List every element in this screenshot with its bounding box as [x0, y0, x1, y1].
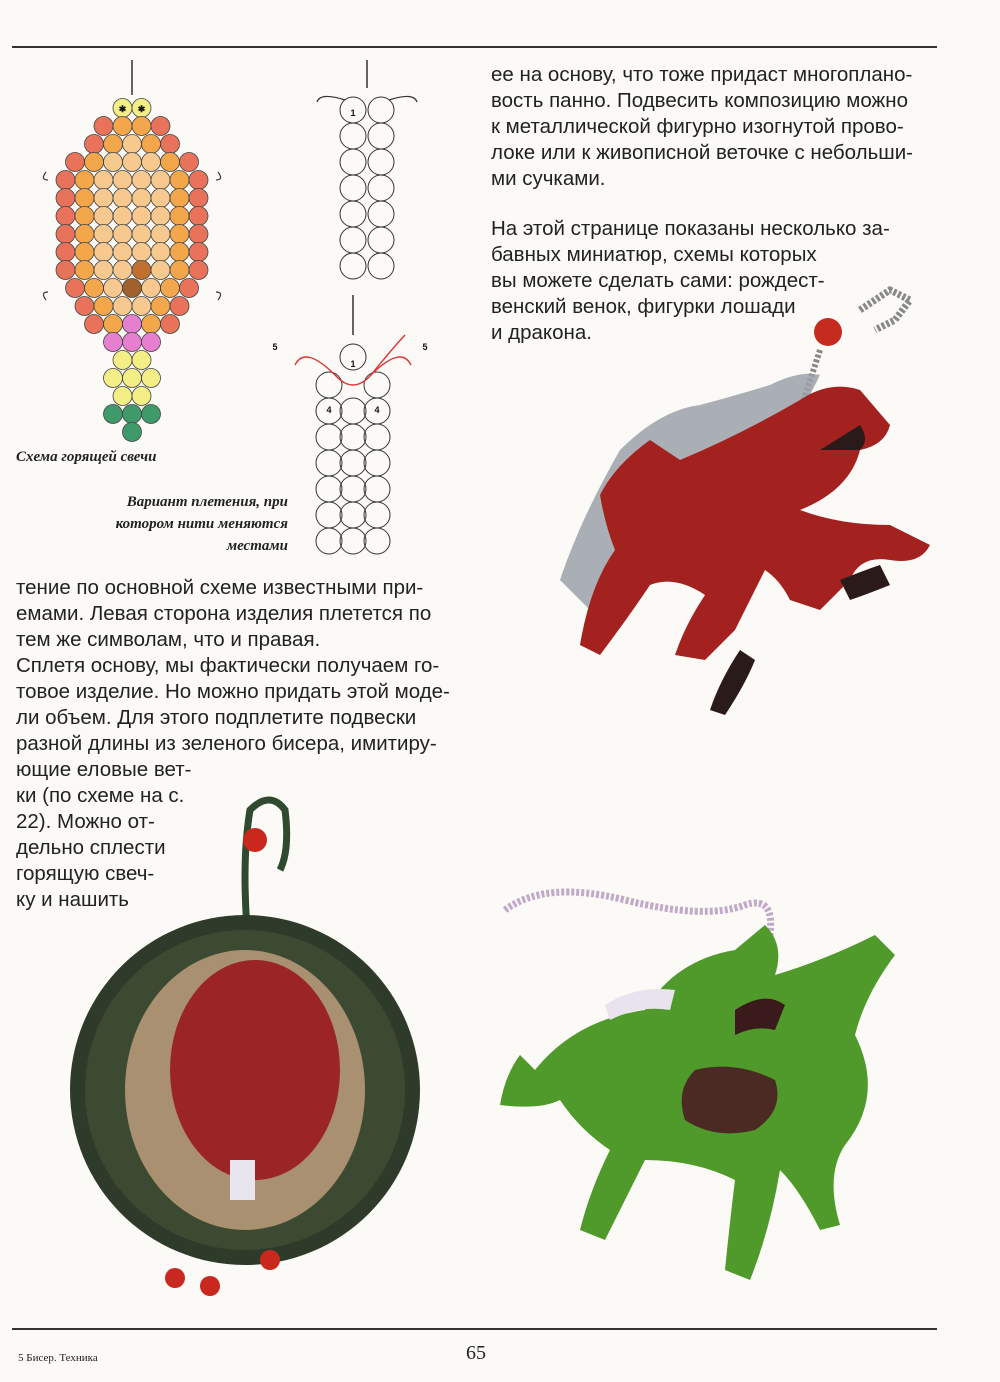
candle-bead: [132, 243, 151, 262]
variant-caption-line: Вариант плетения, при: [126, 494, 288, 510]
candle-bead: [189, 261, 208, 280]
variant-caption: [60, 491, 288, 557]
top-rule: [12, 46, 937, 48]
text-line: бавных миниатюр, схемы которых: [491, 243, 817, 266]
weave-bead: [368, 175, 394, 201]
dragon-photo: [495, 880, 935, 1320]
weave-bead: [364, 476, 390, 502]
candle-bead: [94, 261, 113, 280]
text-line: На этой странице показаны несколько за-: [491, 217, 890, 240]
candle-bead: [142, 405, 161, 424]
weave-label-5-left: 5: [272, 342, 278, 352]
candle-bead: [161, 153, 180, 172]
candle-bead: [85, 279, 104, 298]
candle-bead: [123, 369, 142, 388]
candle-bead: [85, 315, 104, 334]
text-line: дельно сплести: [16, 836, 166, 859]
candle-bead: [151, 117, 170, 136]
candle-bead: [132, 297, 151, 316]
candle-bead: [142, 315, 161, 334]
wreath-photo: [55, 790, 435, 1310]
candle-bead: [75, 243, 94, 262]
candle-bead: [56, 225, 75, 244]
candle-bead: [142, 369, 161, 388]
red-bead: [243, 828, 267, 852]
candle-bead: [94, 117, 113, 136]
candle-bead: [94, 225, 113, 244]
candle-bead: [142, 279, 161, 298]
candle-bead: [104, 153, 123, 172]
candle-bead: [104, 333, 123, 352]
candle-bead: [104, 369, 123, 388]
candle-bead: [75, 261, 94, 280]
candle-bead: [132, 351, 151, 370]
candle-bead: [94, 189, 113, 208]
candle-bead: [94, 297, 113, 316]
text-line: к металлической фигурно изогнутой прово-: [491, 115, 904, 138]
candle-bead: [66, 279, 85, 298]
candle-bead: [113, 261, 132, 280]
weave-bead: [364, 372, 390, 398]
weave-bead: [368, 253, 394, 279]
candle-bead: [104, 279, 123, 298]
text-line: ее на основу, что тоже придаст многоплано-: [491, 63, 913, 86]
weave-bead: [340, 149, 366, 175]
candle-bead: [113, 243, 132, 262]
horse-photo: [530, 280, 930, 750]
candle-bead: [123, 405, 142, 424]
candle-bead: [85, 135, 104, 154]
candle-bead: [170, 207, 189, 226]
red-bead: [814, 318, 842, 346]
bottom-rule: [12, 1328, 937, 1330]
candle-caption: Схема горящей свечи: [16, 449, 157, 465]
candle-bead: [170, 171, 189, 190]
weave-bead: [316, 476, 342, 502]
candle-bead: [161, 315, 180, 334]
weave-bead: [340, 502, 366, 528]
text-line: вость панно. Подвесить композицию можно: [491, 89, 908, 112]
text-line: горящую свеч-: [16, 862, 155, 885]
text-line: и дракона.: [491, 321, 592, 344]
candle-bead: [189, 225, 208, 244]
candle-bead: [151, 207, 170, 226]
candle-bead: [142, 153, 161, 172]
variant-caption-line: котором нити меняются: [115, 516, 288, 532]
weave-label-1: 1: [350, 108, 356, 118]
text-line: разной длины из зеленого бисера, имитиру-: [16, 732, 437, 755]
weave-bead: [340, 175, 366, 201]
text-line: емами. Левая сторона изделия плетется по: [16, 602, 432, 625]
weave-label-5-right: 5: [422, 342, 428, 352]
text-line: вы можете сделать сами: рождест-: [491, 269, 825, 292]
weave-bead: [316, 450, 342, 476]
weave-bead: [316, 528, 342, 554]
weave-bead: [364, 528, 390, 554]
weave-label-4-left: 4: [326, 405, 332, 415]
weave-bead: [364, 424, 390, 450]
candle-bead: [85, 153, 104, 172]
candle-bead: [132, 387, 151, 406]
candle-bead: [75, 207, 94, 226]
candle-bead: [113, 225, 132, 244]
candle-bead: [189, 189, 208, 208]
candle-bead: [189, 243, 208, 262]
candle-bead: [132, 117, 151, 136]
candle-bead: [94, 207, 113, 226]
candle-bead: [56, 261, 75, 280]
weave-bead: [340, 201, 366, 227]
candle-bead: [56, 171, 75, 190]
weave-bead: [316, 372, 342, 398]
weave-bead: [368, 97, 394, 123]
text-line: венский венок, фигурки лошади: [491, 295, 796, 318]
weave-label-1b: 1: [350, 359, 356, 369]
weave-bead: [364, 502, 390, 528]
candle-bead: [104, 135, 123, 154]
candle-bead: [113, 117, 132, 136]
weave-bead: [340, 476, 366, 502]
candle-bead: [170, 297, 189, 316]
candle-bead: [113, 297, 132, 316]
text-line: локе или к живописной веточке с небольши-: [491, 141, 913, 164]
candle-bead: [132, 225, 151, 244]
candle-bead: [75, 189, 94, 208]
candle-bead: [56, 243, 75, 262]
candle-star-label: ✱: [118, 104, 127, 114]
weave-bead: [340, 227, 366, 253]
candle-bead: [170, 225, 189, 244]
weave-bead: [340, 123, 366, 149]
candle-bead: [151, 297, 170, 316]
variant-caption-line: местами: [226, 538, 288, 554]
right-paragraph-1: [491, 62, 913, 192]
candle-star-label: ✱: [137, 104, 146, 114]
candle-bead: [170, 243, 189, 262]
candle-bead: [151, 261, 170, 280]
weave-bead: [316, 424, 342, 450]
weave-bead: [364, 450, 390, 476]
weave-column-diagram: [305, 60, 425, 270]
candle-bead: [180, 153, 199, 172]
text-line: тем же символам, что и правая.: [16, 628, 321, 651]
weave-bead: [340, 253, 366, 279]
candle-bead: [75, 171, 94, 190]
candle-bead: [123, 135, 142, 154]
candle-bead: [123, 315, 142, 334]
candle-bead: [132, 189, 151, 208]
weave-bead: [368, 227, 394, 253]
text-line: ли объем. Для этого подплетите подвески: [16, 706, 417, 729]
candle-bead: [113, 351, 132, 370]
candle-bead: [170, 189, 189, 208]
text-line: тение по основной схеме известными при-: [16, 576, 424, 599]
text-line: товое изделие. Но можно придать этой моде-: [16, 680, 450, 703]
candle-bead: [151, 225, 170, 244]
candle-bead: [94, 243, 113, 262]
weave-label-4-right: 4: [374, 405, 380, 415]
text-line: ки (по схеме на с.: [16, 784, 185, 807]
candle-bead: [170, 261, 189, 280]
candle-scheme-diagram: [40, 60, 240, 450]
candle-bead: [123, 279, 142, 298]
candle-bead: [104, 315, 123, 334]
weave-bead: [340, 424, 366, 450]
weave-bead: [368, 201, 394, 227]
candle-bead: [113, 171, 132, 190]
candle-bead: [142, 135, 161, 154]
candle-bead: [132, 261, 151, 280]
weave-bead: [368, 149, 394, 175]
weave-bead: [316, 502, 342, 528]
weave-bead: [368, 123, 394, 149]
page-number: 65: [466, 1342, 486, 1364]
candle-bead: [132, 171, 151, 190]
candle-bead: [66, 153, 85, 172]
candle-bead: [56, 207, 75, 226]
weave-bead: [340, 450, 366, 476]
candle-bead: [94, 171, 113, 190]
text-line: Сплетя основу, мы фактически получаем го-: [16, 654, 440, 677]
candle-bead: [142, 333, 161, 352]
candle-bead: [151, 243, 170, 262]
text-line: ку и нашить: [16, 888, 129, 911]
candle-bead: [151, 171, 170, 190]
candle-bead: [180, 279, 199, 298]
candle-bead: [189, 171, 208, 190]
text-line: ющие еловые вет-: [16, 758, 192, 781]
candle-bead: [132, 207, 151, 226]
candle-bead: [123, 153, 142, 172]
candle-bead: [189, 207, 208, 226]
text-line: ми сучками.: [491, 167, 606, 190]
candle-bead: [113, 387, 132, 406]
candle-bead: [123, 333, 142, 352]
candle-bead: [75, 225, 94, 244]
weave-bead: [340, 398, 366, 424]
candle-bead: [161, 135, 180, 154]
candle-bead: [104, 405, 123, 424]
candle-bead: [75, 297, 94, 316]
weave-bead: [340, 528, 366, 554]
candle-bead: [123, 423, 142, 442]
candle-bead: [56, 189, 75, 208]
candle-bead: [113, 207, 132, 226]
candle-bead: [161, 279, 180, 298]
footer-source: 5 Бисер. Техника: [18, 1352, 98, 1364]
weave-variant-diagram: [265, 295, 445, 545]
text-line: 22). Можно от-: [16, 810, 155, 833]
candle-bead: [151, 189, 170, 208]
candle-bead: [113, 189, 132, 208]
